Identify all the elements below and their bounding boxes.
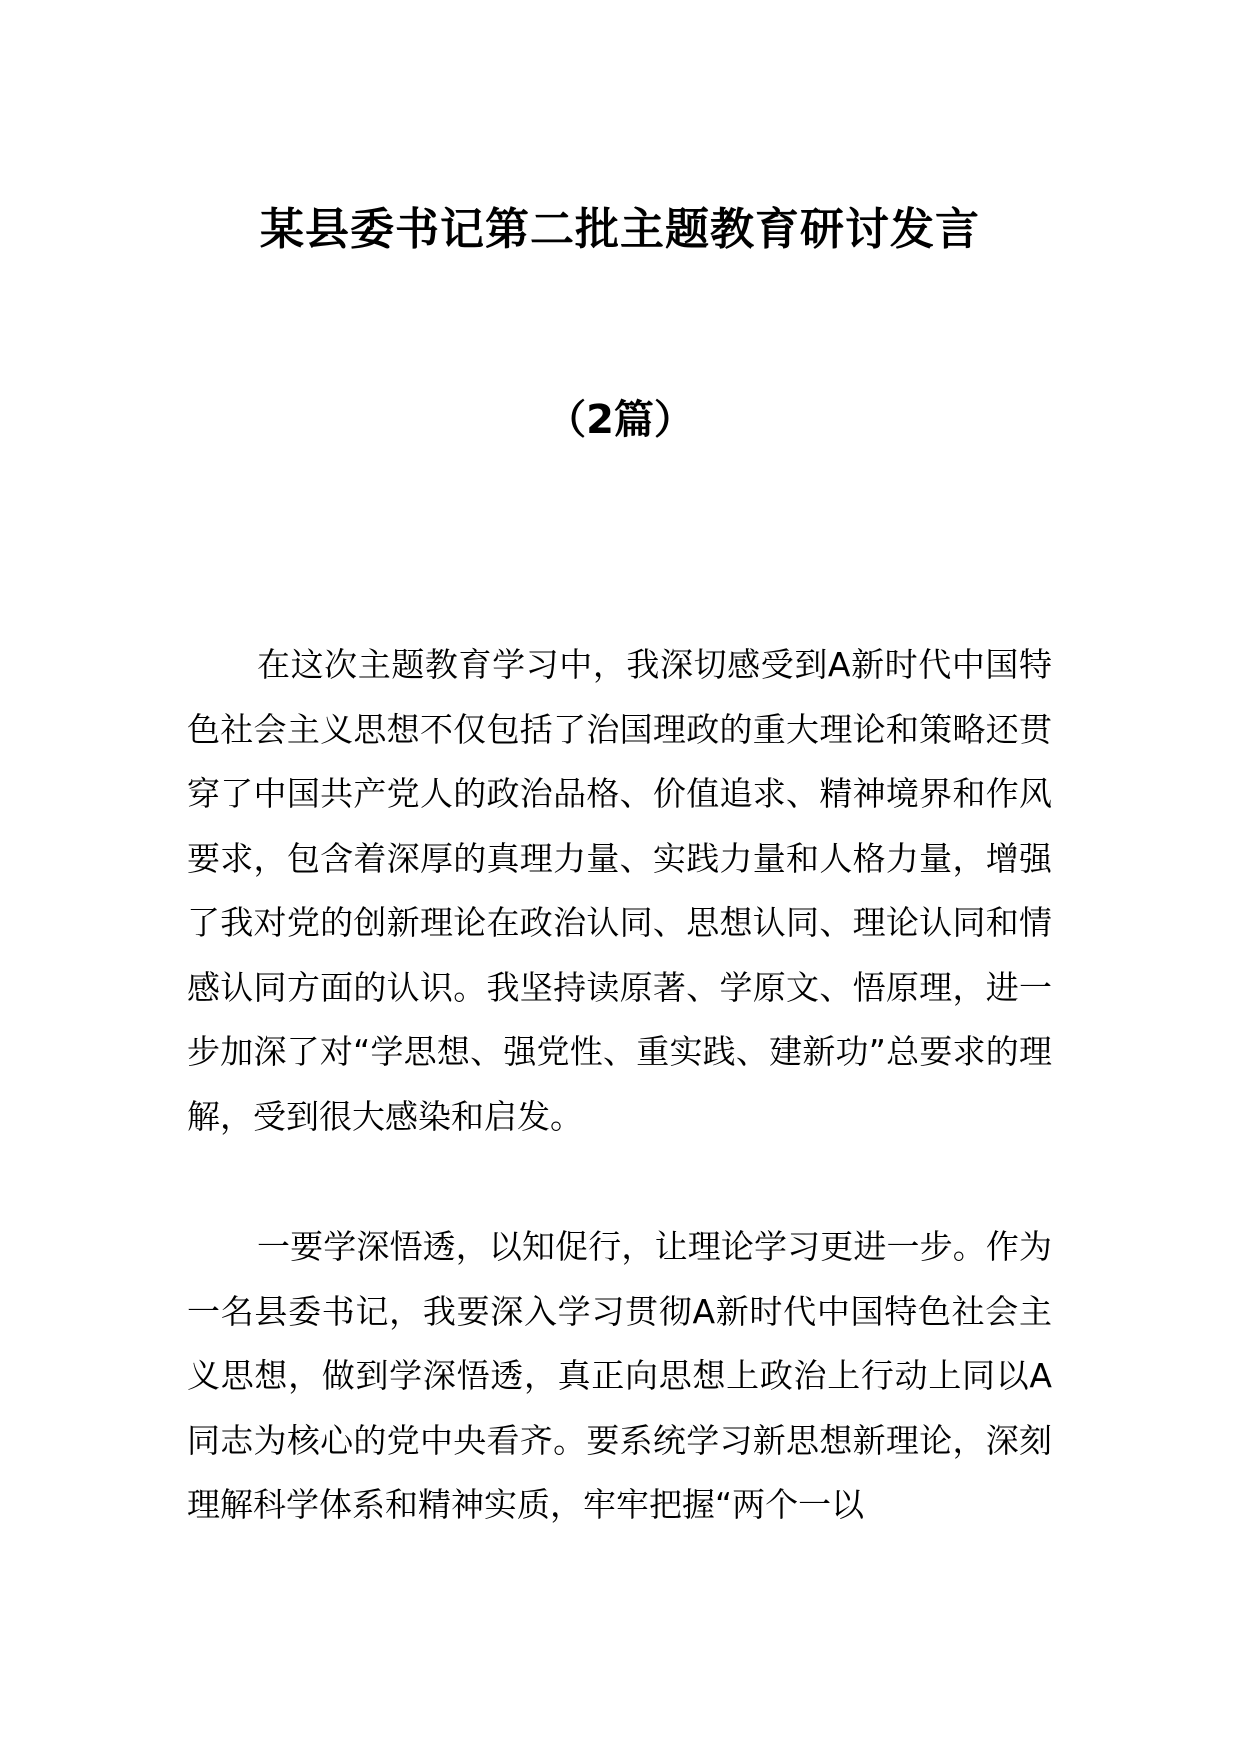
document-subtitle: （2篇） — [546, 397, 694, 443]
body-paragraph: 在这次主题教育学习中，我深切感受到A新时代中国特色社会主义思想不仅包括了治国理政的重大理论和策略还贯穿了中国共产党人的政治品格、价值追求、精神境界和作风要求，包含着深厚的真理力量、实践力量和人格力量，增强了我对党的创新理论在政治认同、思想认同、理论认同和情感认同方面的认识。我坚持读原著、学原文、悟原理，进一步加深了对“学思想、强党性、重实践、建新功”总要求的理解，受到很大感染和启发。 — [187, 645, 1052, 1136]
body-paragraph: 一要学深悟透，以知促行，让理论学习更进一步。作为一名县委书记，我要深入学习贯彻A新时代中国特色社会主义思想，做到学深悟透，真正向思想上政治上行动上同以A同志为核心的党中央看齐。要系统学习新思想新理论，深刻理解科学体系和精神实质，牢牢把握“两个一以 — [187, 1227, 1052, 1524]
document-title: 某县委书记第二批主题教育研讨发言 — [260, 204, 980, 255]
